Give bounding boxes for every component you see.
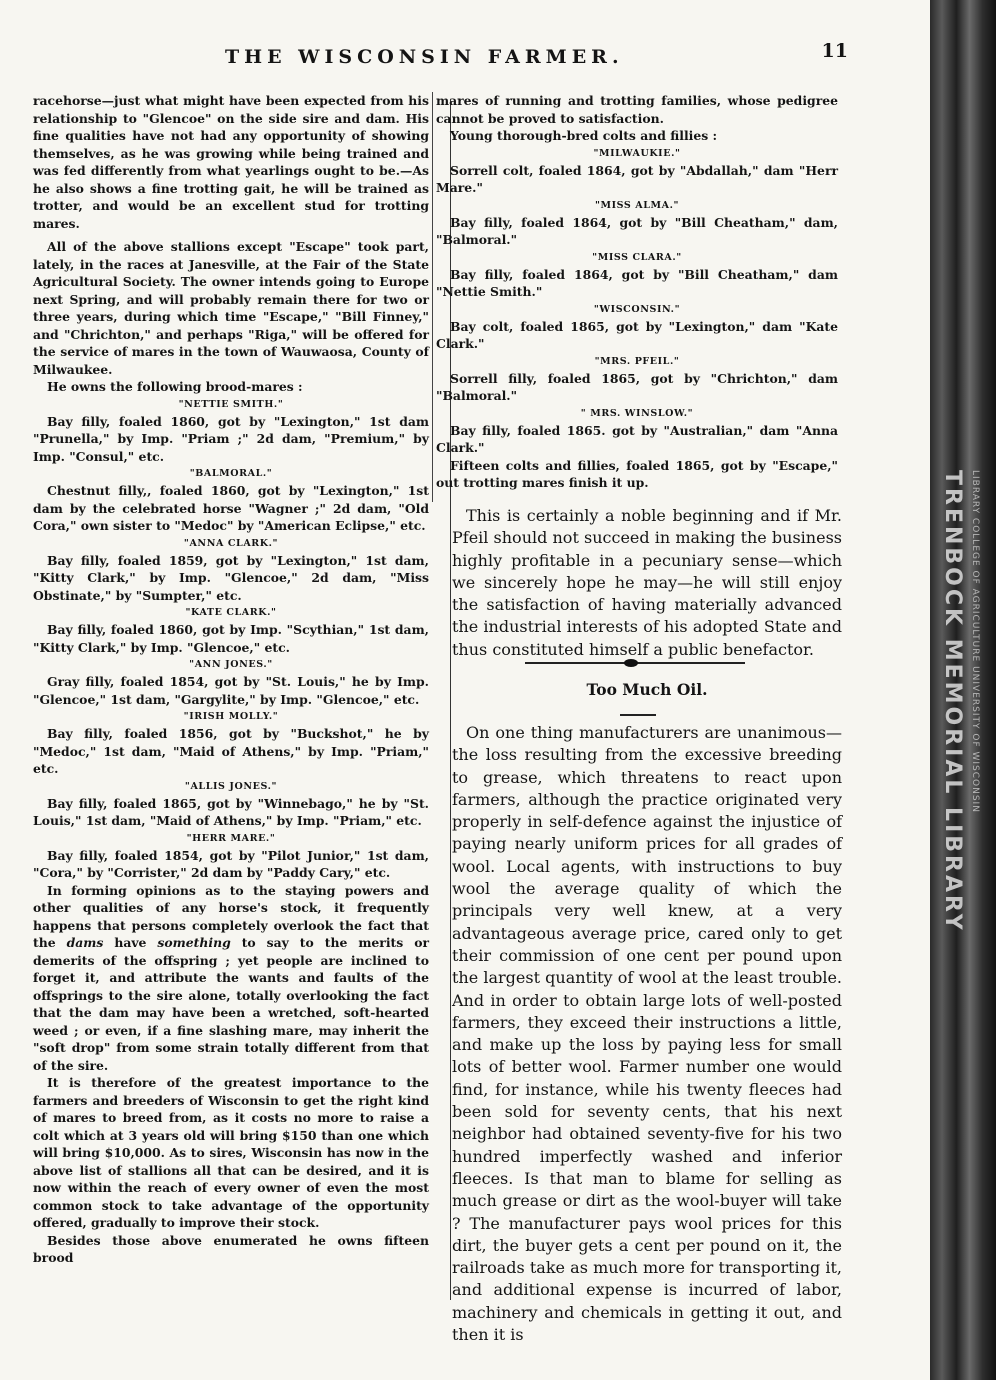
paragraph: Fifteen colts and fillies, foaled 1865, got by "Escape," out trotting mares finish it up. [436,457,838,490]
horse-description: Bay filly, foaled 1864, got by "Bill Cheatham," dam, "Balmoral." [436,214,838,247]
horse-name: "HERR MARE." [186,832,276,844]
paragraph: This is certainly a noble beginning and if Mr. Pfeil should not succeed in making the business highly profitable in a pecuniary sense—which we sincerely hope he may—he will still enjoy the satisfaction of having materially advanced the industrial interests of his adopted State and thus constituted himself a public benefactor. [452,506,842,659]
list-item [33,605,429,656]
horse-name: "ALLIS JONES." [184,780,278,792]
masthead: THE WISCONSIN FARMER. [225,46,624,68]
list-item [436,250,838,301]
horse-name: "MISS CLARA." [592,251,682,263]
horse-description: Bay filly, foaled 1854, got by "Pilot Junior," 1st dam, "Cora," by "Corrister," 2d dam by "Paddy Cary," etc. [33,847,429,880]
horse-description: Bay filly, foaled 1860, got by "Lexington," 1st dam "Prunella," by Imp. "Priam ;" 2d dam, "Premium," by Imp. "Consul," etc. [33,413,429,464]
horse-description: Bay filly, foaled 1864, got by "Bill Cheatham," dam "Nettie Smith." [436,266,838,299]
horse-description: Bay filly, foaled 1865, got by "Winnebago," he by "St. Louis," 1st dam, "Maid of Athens," by Imp. "Priam," etc. [33,795,429,828]
column-rule-upper [432,92,433,502]
text-run: to say to the merits or demerits of the offspring ; yet people are inclined to forget it, and attribute the wants and faults of the offsprings to the sire alone, totally overlooking the fact that the dam may have been a wretched, soft-hearted weed ; or even, if a fine slashing mare, may inherit the "soft drop" from some strain totally different from that of the sire. [33,935,429,1073]
paragraph: Besides those above enumerated he owns fifteen brood [33,1232,429,1265]
list-item [436,354,838,405]
horse-description: Sorrell filly, foaled 1865, got by "Chrichton," dam "Balmoral." [436,370,838,403]
text-run: have [103,935,158,950]
horse-name: "MILWAUKIE." [593,147,681,159]
horse-name: "MRS. PFEIL." [594,355,680,367]
list-item [33,466,429,535]
emphasis: dams [66,935,104,950]
horse-name: "BALMORAL." [189,468,273,479]
horse-description: Bay filly, foaled 1856, got by "Buckshot," he by "Medoc," 1st dam, "Maid of Athens," by Imp. "Priam," etc. [33,726,429,776]
list-item [436,198,838,249]
colt-list [436,146,838,457]
horse-name: "IRISH MOLLY." [183,711,279,722]
paragraph: Young thorough-bred colts and fillies : [450,128,718,143]
article-body [452,722,842,1346]
left-column [33,92,429,1267]
paragraph: racehorse—just what might have been expected from his relationship to "Glencoe" on the side sire and dam. His fine qualities have not had any opportunity of showing themselves, as he was growing while being trained and was fed differently from what yearlings ought to be.—As he also shows a fine trotting gait, he will be trained as trotter, and would be an excellent stud for trotting mares. [33,93,429,231]
paragraph [33,882,429,1075]
paragraph: He owns the following brood-mares : [47,379,303,394]
section-title: Too Much Oil. [586,680,708,699]
list-item [33,709,429,778]
horse-name: "MISS ALMA." [594,199,680,211]
list-item [33,397,429,466]
horse-name: "ANNA CLARK." [183,537,279,549]
list-item [436,146,838,197]
book-spine [930,0,996,1380]
right-column-upper [436,92,838,492]
right-column-lower [452,505,842,661]
horse-description: Bay filly, foaled 1859, got by "Lexington," 1st dam, "Kitty Clark," by Imp. "Glencoe," 2d dam, "Miss Obstinate," by "Sumpter," etc. [33,552,429,603]
horse-description: Bay colt, foaled 1865, got by "Lexington," dam "Kate Clark." [436,318,838,351]
horse-description: Sorrell colt, foaled 1864, got by "Abdallah," dam "Herr Mare." [436,162,838,195]
horse-description: Bay filly, foaled 1860, got by Imp. "Scythian," 1st dam, "Kitty Clark," by Imp. "Glencoe," etc. [33,622,429,655]
page-header [30,38,870,78]
paragraph: It is therefore of the greatest importance to the farmers and breeders of Wisconsin to get the right kind of mares to breed from, as it costs no more to raise a colt which at 3 years old will bring $150 than one which will bring $10,000. As to sires, Wisconsin has now in the above list of stallions all that can be desired, and it is now within the reach of every owner of even the most common stock to take advantage of the opportunity offered, gradually to improve their stock. [33,1075,429,1230]
spine-title: TRENBOCK MEMORIAL LIBRARY [940,470,965,933]
list-item [436,406,838,457]
list-item [33,779,429,830]
paragraph: mares of running and trotting families, whose pedigree cannot be proved to satisfaction. [436,93,838,126]
horse-name: "NETTIE SMITH." [178,398,284,410]
paragraph: On one thing manufacturers are unanimous—the loss resulting from the excessive breeding to grease, which threatens to react upon farmers, although the practice originated very properly in self-defence against the injustice of paying nearly uniform prices for all grades of wool. Local agents, with instructions to buy wool the average quality of which the principals very well knew, at a very advantageous average price, cared only to get their commission of one cent per pound upon the largest quantity of wool at the least trouble. And in order to obtain large lots of well-posted farmers, they exceed their instructions a little, and make up the loss by paying less for small lots of better wool. Farmer number one would find, for instance, while his twenty fleeces had been sold for seventy cents, that his next neighbor had obtained seventy-five for his two hundred imperfectly washed and inferior fleeces. Is that man to blame for selling as much grease or dirt as the wool-buyer will take ? The manufacturer pays wool prices for this dirt, the buyer gets a cent per pound on it, the railroads take as much more for transporting it, and additional expense is incurred of labor, machinery and chemicals in getting it out, and then it is [452,723,842,1345]
horse-description: Bay filly, foaled 1865. got by "Australian," dam "Anna Clark." [436,422,838,455]
horse-description: Chestnut filly,, foaled 1860, got by "Lexington," 1st dam by the celebrated horse "Wagner ;" 2d dam, "Old Cora," own sister to "Medoc" by "American Eclipse," etc. [33,483,429,533]
divider-ornament [624,659,638,667]
mare-list [33,397,429,882]
list-item [33,657,429,708]
horse-description: Gray filly, foaled 1854, got by "St. Louis," he by Imp. "Glencoe," 1st dam, "Gargylite," by Imp. "Glencoe," etc. [33,674,429,707]
text-run: In forming opinions as to the staying powers and other qualities of any horse's stock, it frequently happens that persons completely overlook the fact that the [33,882,429,950]
horse-name: "WISCONSIN." [593,303,681,315]
list-item [33,536,429,605]
emphasis: something [157,935,231,950]
horse-name: "ANN JONES." [189,659,273,670]
spine-subtitle: LIBRARY COLLEGE OF AGRICULTURE UNIVERSITY OF WISCONSIN [970,470,980,813]
page-number: 11 [821,40,848,62]
list-item [33,831,429,882]
title-underline [620,714,656,716]
paragraph: All of the above stallions except "Escape" took part, lately, in the races at Janesville, at the Fair of the State Agricultural Society. The owner intends going to Europe next Spring, and will probably remain there for two or three years, during which time "Escape," "Bill Finney," and "Chrichton," and perhaps "Riga," will be offered for the service of mares in the town of Wauwaosa, County of Milwaukee. [33,239,429,377]
horse-name: "KATE CLARK." [185,607,277,618]
horse-name: " MRS. WINSLOW." [580,407,694,419]
list-item [436,302,838,353]
